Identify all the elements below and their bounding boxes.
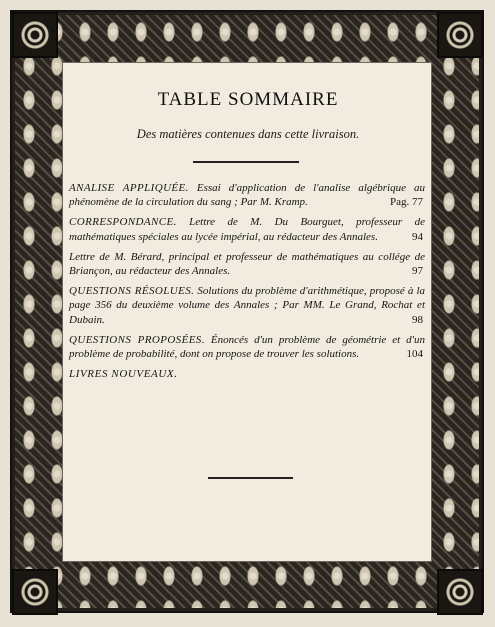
divider xyxy=(193,161,299,163)
corner-rosette-icon xyxy=(437,12,483,58)
table-of-contents-panel xyxy=(62,62,432,562)
corner-rosette-icon xyxy=(437,569,483,615)
livres-nouveaux-heading: LIVRES NOUVEAUX. xyxy=(69,368,178,381)
entry-page: 94 xyxy=(412,230,423,243)
entry-text: Énoncés d'un problème de géométrie et d'un problème de probabilité, dont on propose de trouver les solutions. xyxy=(69,333,426,361)
entry-page: Pag. 77 xyxy=(390,196,423,209)
contents-list xyxy=(69,181,425,381)
contents-entry xyxy=(69,284,425,327)
page-title: TABLE SOMMAIRE xyxy=(157,89,339,110)
corner-rosette-icon xyxy=(12,12,58,58)
contents-entry xyxy=(69,250,425,278)
entry-text: Essai d'application de l'analise algébrique au phénomène de la circulation du sang ; Par M. Kramp. xyxy=(69,182,426,209)
entry-page: 104 xyxy=(406,348,423,361)
contents-entry xyxy=(69,333,425,361)
contents-entry xyxy=(69,215,425,243)
entry-page: 97 xyxy=(412,265,423,278)
entry-text: Lettre de M. Du Bourguet, professeur de mathématiques spéciales au lycée impérial, au rédacteur des Annales. xyxy=(69,216,425,243)
entry-text: Lettre de M. Bérard, principal et professeur de mathématiques au collége de Briançon, au rédacteur des Annales. xyxy=(69,250,425,278)
divider xyxy=(208,477,293,479)
corner-rosette-icon xyxy=(12,569,58,615)
entry-text: Solutions du problème d'arithmétique, proposé à la page 356 du deuxième volume des Annales ; Par MM. Le Grand, Rochat et Dubain. xyxy=(69,285,426,326)
contents-entry xyxy=(69,181,425,209)
page-subtitle: Des matières contenues dans cette livraison. xyxy=(136,127,360,141)
entry-heading: CORRESPONDANCE. xyxy=(69,216,177,229)
entry-page: 98 xyxy=(412,313,423,326)
entry-heading: QUESTIONS PROPOSÉES. xyxy=(69,333,205,346)
entry-heading: QUESTIONS RÉSOLUES. xyxy=(69,285,195,298)
entry-heading: ANALISE APPLIQUÉE. xyxy=(69,182,189,194)
